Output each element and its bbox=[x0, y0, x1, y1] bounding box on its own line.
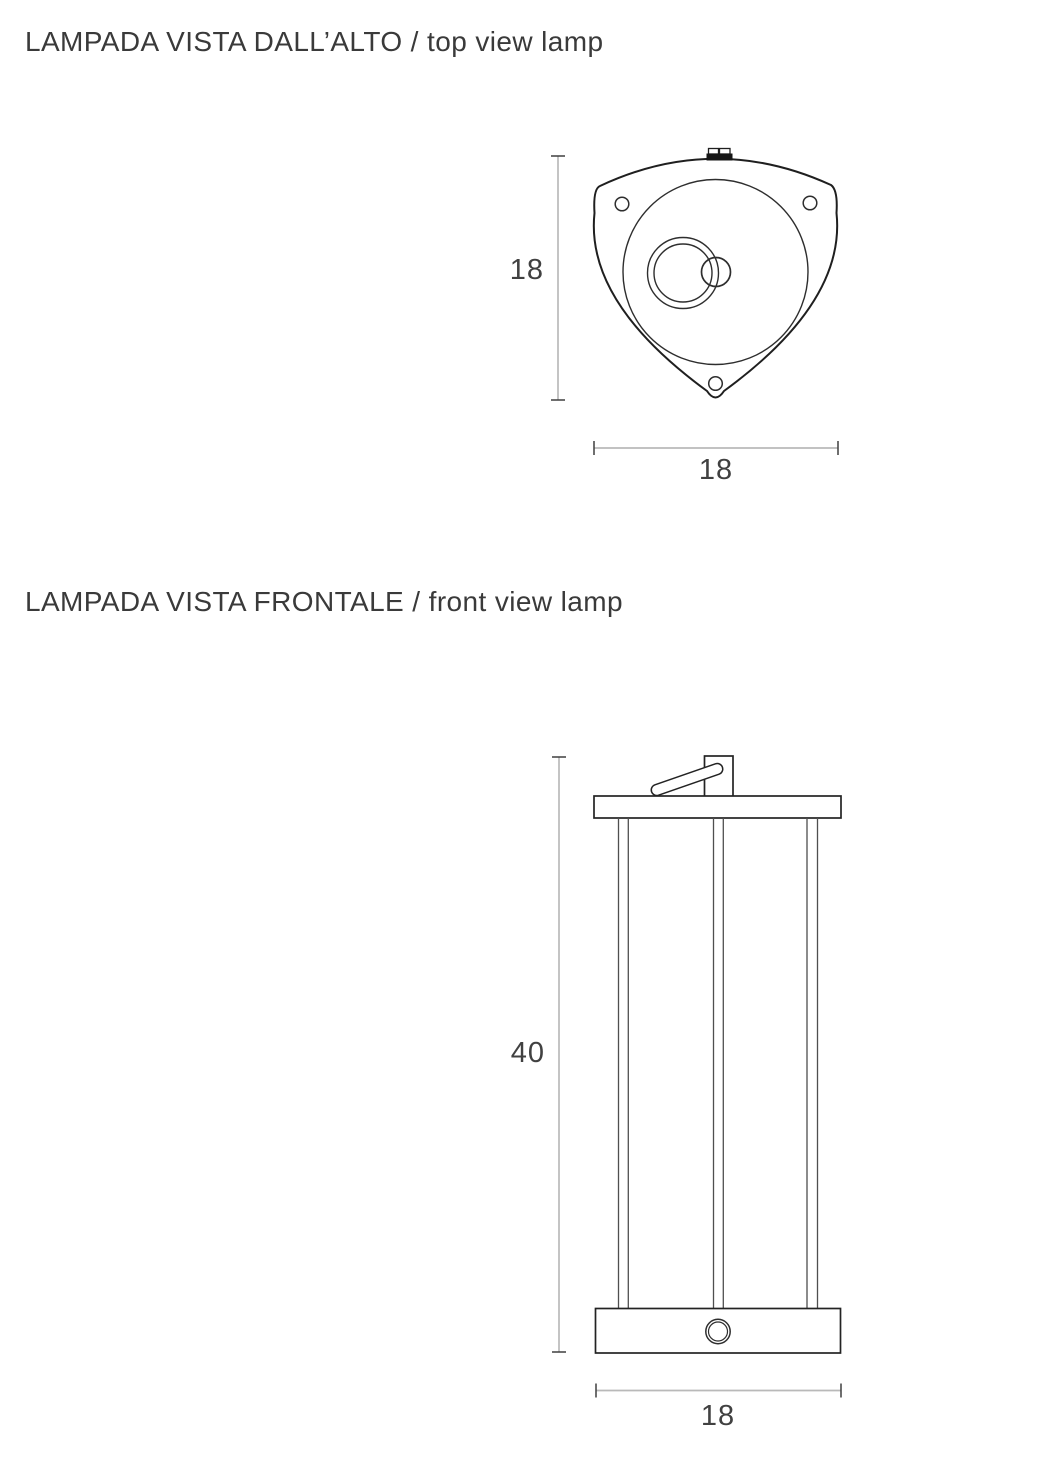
handle-clip bbox=[707, 149, 733, 161]
top-plate bbox=[594, 796, 841, 818]
front-view-width-dim bbox=[596, 1384, 841, 1433]
post-center bbox=[714, 818, 724, 1309]
post-left bbox=[619, 818, 629, 1309]
top-view-drawing bbox=[510, 149, 838, 487]
base bbox=[596, 1309, 841, 1354]
top-view-width-dim bbox=[594, 441, 838, 486]
handle-clip-bar bbox=[707, 154, 733, 161]
screw-hole-bottom bbox=[709, 377, 723, 391]
lamp-body-outline bbox=[594, 159, 837, 398]
dim-label: 18 bbox=[698, 454, 734, 486]
front-view-drawing bbox=[511, 756, 841, 1432]
handle-clip-left bbox=[709, 149, 719, 155]
top-view-title: LAMPADA VISTA DALL’ALTO / top view lamp bbox=[25, 26, 604, 57]
dim-label: 40 bbox=[510, 1037, 545, 1069]
post-right bbox=[807, 818, 818, 1309]
front-view-title: LAMPADA VISTA FRONTALE / front view lamp bbox=[25, 586, 623, 617]
top-view-height-dim bbox=[510, 156, 565, 400]
handle-clip-right bbox=[720, 149, 731, 155]
front-view-height-dim bbox=[511, 757, 566, 1352]
screw-hole-top-right bbox=[803, 196, 817, 210]
dim-label: 18 bbox=[700, 1400, 736, 1432]
dim-label: 18 bbox=[509, 254, 544, 286]
screw-hole-top-left bbox=[615, 197, 629, 211]
